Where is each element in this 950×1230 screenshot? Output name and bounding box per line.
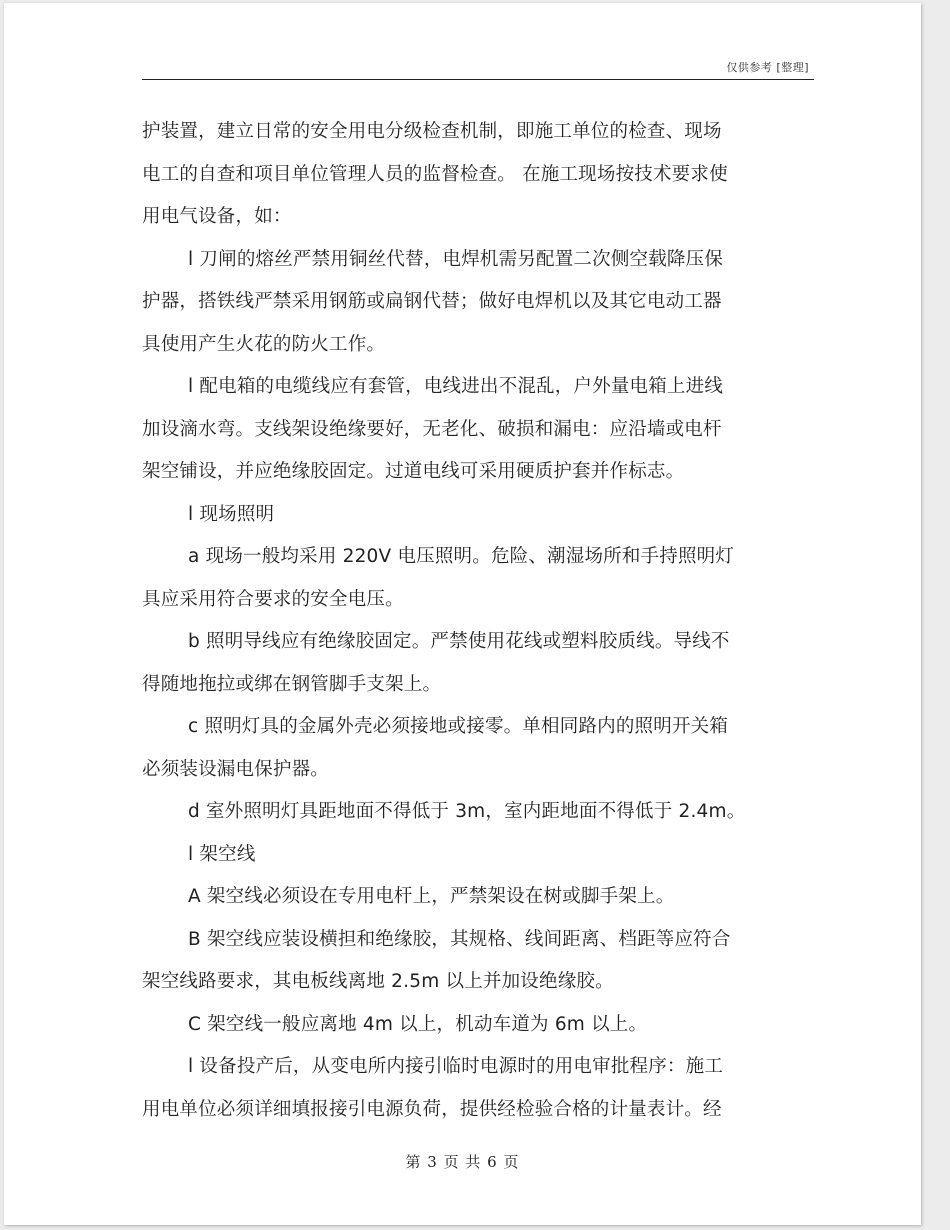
text-line: l 现场照明 (188, 503, 275, 525)
text-line: l 设备投产后，从变电所内接引临时电源时的用电审批程序：施工 (188, 1056, 724, 1077)
text-line: A 架空线必须设在专用电杆上，严禁架设在树或脚手架上。 (188, 886, 675, 907)
header-rule (142, 79, 814, 80)
text-line: 护装置，建立日常的安全用电分级检查机制，即施工单位的检查、现场 (142, 121, 722, 142)
text-line: 护器，搭铁线严禁采用钢筋或扁钢代替；做好电焊机以及其它电动工器 (142, 291, 722, 312)
text-line: d 室外照明灯具距地面不得低于 3m，室内距地面不得低于 2.4m。 (188, 801, 746, 822)
text-line: B 架空线应装设横担和绝缘胶，其规格、线间距离、档距等应符合 (188, 928, 731, 950)
text-line: C 架空线一般应离地 4m 以上，机动车道为 6m 以上。 (188, 1013, 648, 1035)
text-line: l 配电箱的电缆线应有套管，电线进出不混乱，户外量电箱上进线 (188, 376, 724, 397)
text-line: 用电气设备，如： (142, 206, 292, 227)
text-line: l 刀闸的熔丝严禁用铜丝代替，电焊机需另配置二次侧空载降压保 (188, 248, 724, 270)
text-line: 用电单位必须详细填报接引电源负荷，提供经检验合格的计量表计。经 (142, 1098, 722, 1120)
text-line: b 照明导线应有绝缘胶固定。严禁使用花线或塑料胶质线。导线不 (188, 631, 730, 652)
text-line: a 现场一般均采用 220V 电压照明。危险、潮湿场所和手持照明灯 (188, 546, 735, 567)
text-line: 得随地拖拉或绑在钢管脚手支架上。 (142, 673, 442, 695)
text-line: c 照明灯具的金属外壳必须接地或接零。单相同路内的照明开关箱 (188, 716, 729, 737)
page-footer: 第 3 页 共 6 页 (405, 1153, 520, 1171)
body-text (142, 111, 810, 1131)
text-line: 电工的自查和项目单位管理人员的监督检查。 在施工现场按技术要求使 (142, 163, 728, 185)
text-line: l 架空线 (188, 843, 256, 865)
text-line: 架空铺设，并应绝缘胶固定。过道电线可采用硬质护套并作标志。 (142, 461, 685, 482)
header-note: 仅供参考 [整理] (726, 61, 809, 74)
text-line: 架空线路要求，其电板线离地 2.5m 以上并加设绝缘胶。 (142, 971, 614, 992)
text-line: 必须装设漏电保护器。 (142, 758, 330, 780)
text-line: 加设滴水弯。支线架设绝缘要好，无老化、破损和漏电：应沿墙或电杆 (142, 418, 722, 440)
document-page (4, 3, 921, 1225)
text-line: 具应采用符合要求的安全电压。 (142, 588, 404, 610)
text-line: 具使用产生火花的防火工作。 (142, 333, 386, 355)
